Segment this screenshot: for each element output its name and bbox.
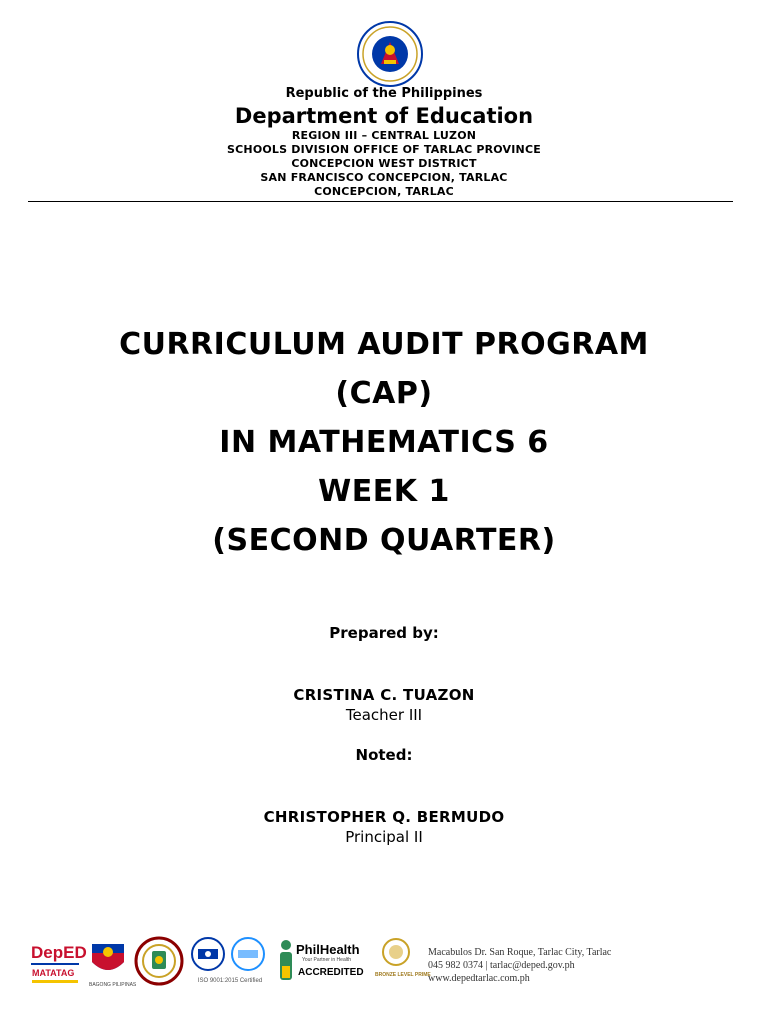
division-seal-logo	[134, 936, 184, 986]
division-line: SCHOOLS DIVISION OFFICE OF TARLAC PROVINCE	[227, 143, 541, 156]
prepared-by-label: Prepared by:	[329, 624, 439, 642]
title-line-5: (SECOND QUARTER)	[212, 523, 556, 558]
title-line-3: IN MATHEMATICS 6	[219, 425, 549, 460]
matatag-text: MATATAG	[32, 968, 75, 978]
deped-seal-logo	[354, 20, 426, 88]
philhealth-tagline: Your Partner in Health	[302, 957, 352, 963]
preparer-position: Teacher III	[345, 706, 423, 724]
bagong-pilipinas-logo	[88, 936, 137, 988]
footer-website: www.depedtarlac.com.ph	[428, 973, 530, 984]
deped-logo-text: DepED	[31, 943, 87, 962]
preparer-name: CRISTINA C. TUAZON	[293, 686, 475, 704]
footer-logos	[30, 936, 650, 992]
prime-bronze-logo	[374, 936, 431, 988]
accredited-text: ACCREDITED	[298, 967, 364, 978]
deped-matatag-logo	[30, 936, 87, 988]
footer-phone-email: 045 982 0374 | tarlac@deped.gov.ph	[428, 960, 575, 971]
school-line: SAN FRANCISCO CONCEPCION, TARLAC	[260, 171, 508, 184]
bagong-pilipinas-text: BAGONG PILIPINAS	[89, 982, 137, 988]
title-line-2: (CAP)	[335, 376, 433, 411]
prime-text: BRONZE LEVEL PRIME	[375, 972, 431, 978]
title-line-1: CURRICULUM AUDIT PROGRAM	[119, 327, 649, 362]
iso-certified-text: ISO 9001:2015 Certified	[197, 978, 263, 984]
noter-position: Principal II	[345, 828, 423, 846]
philhealth-accredited-logo	[276, 936, 372, 988]
department-heading: Department of Education	[234, 104, 534, 128]
title-line-4: WEEK 1	[318, 474, 450, 509]
footer-contact	[428, 946, 611, 985]
location-line: CONCEPCION, TARLAC	[314, 185, 454, 198]
district-line: CONCEPCION WEST DISTRICT	[291, 157, 477, 170]
header-divider	[28, 201, 733, 202]
philhealth-text: PhilHealth	[296, 942, 360, 957]
noter-name: CHRISTOPHER Q. BERMUDO	[263, 808, 505, 826]
region-line: REGION III – CENTRAL LUZON	[291, 129, 477, 142]
noted-label: Noted:	[355, 746, 413, 764]
footer-address: Macabulos Dr. San Roque, Tarlac City, Tarlac	[428, 947, 612, 958]
republic-heading: Republic of the Philippines	[285, 86, 483, 101]
